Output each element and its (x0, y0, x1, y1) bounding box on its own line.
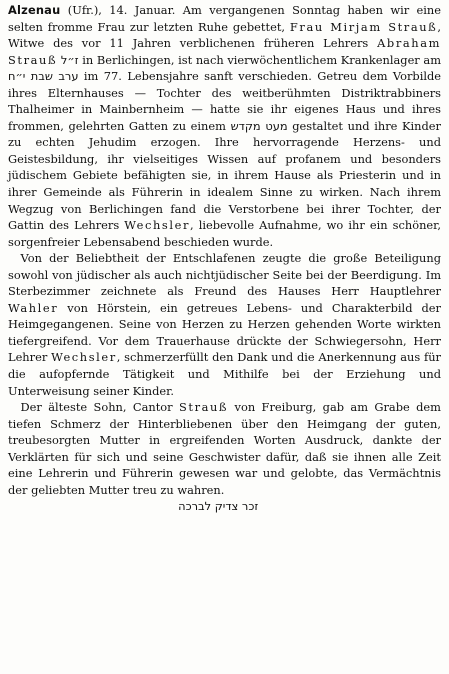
obituary-article (8, 2, 441, 515)
paragraph-1-text-b: , Witwe des vor 11 Jahren verblichenen früheren Lehrers (8, 19, 441, 51)
deceased-name: Frau Mirjam Strauß (289, 19, 438, 34)
paragraph-2-text-c: , schmerzerfüllt den Dank und die Anerkennung aus für die aufopfernde Tätigkeit und Mithilfe bei der Erziehung und Unterweisung seiner Kinder. (8, 350, 441, 398)
paragraph-2 (8, 250, 441, 399)
paragraph-3 (8, 399, 441, 498)
hebrew-date: ערב שבת י״ח (8, 69, 79, 84)
son-in-law-name: Wechsler (124, 218, 190, 233)
husband-name: Abraham Strauß (8, 36, 441, 67)
paragraph-1-text-f: gestaltet und ihre Kinder zu echten Jehudim erzogen. Ihre hervorragende Herzens- und Geistesbildung, ihr vielseitiges Wissen auf profanem und besonders jüdischem Gebiete befähigten sie, in ihrem Hause als Priesterin und in ihrer Gemeinde als Führerin in idealem Sinne zu wirken. Nach ihrem Wegzug von Berlichingen fand die Verstorbene bei ihrer Tochter, der Gattin des Lehrers (8, 118, 441, 233)
hebrew-closing-text: זכר צדיק לברכה (178, 499, 259, 514)
hebrew-word-meat: מעט (265, 118, 288, 133)
paragraph-1-text-g: , liebevolle Aufnahme, wo ihr ein schöner, sorgenfreier Lebensabend beschieden wurde. (8, 218, 441, 249)
paragraph-2-text-b: von Hörstein, ein getreues Lebens- und Charakterbild der Heimgegangenen. Seine von Herzen zu Herzen gehenden Worte wirkten tiefergreifend. Vor dem Trauerhause drückte der Schwiegersohn, Herr Lehrer (8, 300, 441, 365)
dateline-place: Alzenau (8, 3, 61, 17)
paragraph-3-text-b: von Freiburg, gab am Grabe dem tiefen Schmerz der Hinterbliebenen über den Heimgang der guten, treubesorgten Mutter in ergreifenden Worten Ausdruck, dankte der Verklärten für sich und seine Geschwister dafür, daß sie ihnen alle Zeit eine Lehrerin und Führerin gewesen war und gelobte, das Vermächtnis der geliebten Mutter treu zu wahren. (8, 400, 441, 497)
hebrew-closing-blessing (8, 498, 441, 515)
son-in-law-name-2: Wechsler (51, 350, 117, 365)
paragraph-1-text-c: in Berlichingen, ist nach vierwöchentlichem Krankenlager am (78, 52, 442, 67)
paragraph-1-text-d: im 77. Lebensjahre sanft verschieden. Getreu dem Vorbilde ihres Elternhauses — Tochter des weitberühmten Distriktrabbiners Thalheimer in Mainbernheim — hatte sie ihr eigenes Haus und ihres frommen, gelehrten Gatten zu einem (8, 69, 442, 133)
paragraph-3-text-a: Der älteste Sohn, Cantor (20, 400, 179, 415)
paragraph-1 (8, 2, 441, 250)
teacher-name: Wahler (8, 300, 59, 315)
hebrew-word-mikdash: מקדש (230, 118, 261, 133)
son-name: Strauß (178, 400, 229, 415)
paragraph-1-text-a: (Ufr.), 14. Januar. Am vergangenen Sonntag haben wir eine selten fromme Frau zur letzten Ruhe gebettet, (8, 3, 441, 34)
paragraph-2-text-a: Von der Beliebtheit der Entschlafenen zeugte die große Beteiligung sowohl von jüdischer als auch nichtjüdischer Seite bei der Beerdigung. Im Sterbezimmer zeichnete als Freund des Hauses Herr Hauptlehrer (8, 251, 441, 299)
hebrew-abbreviation-zl: ז״ל (60, 52, 79, 67)
